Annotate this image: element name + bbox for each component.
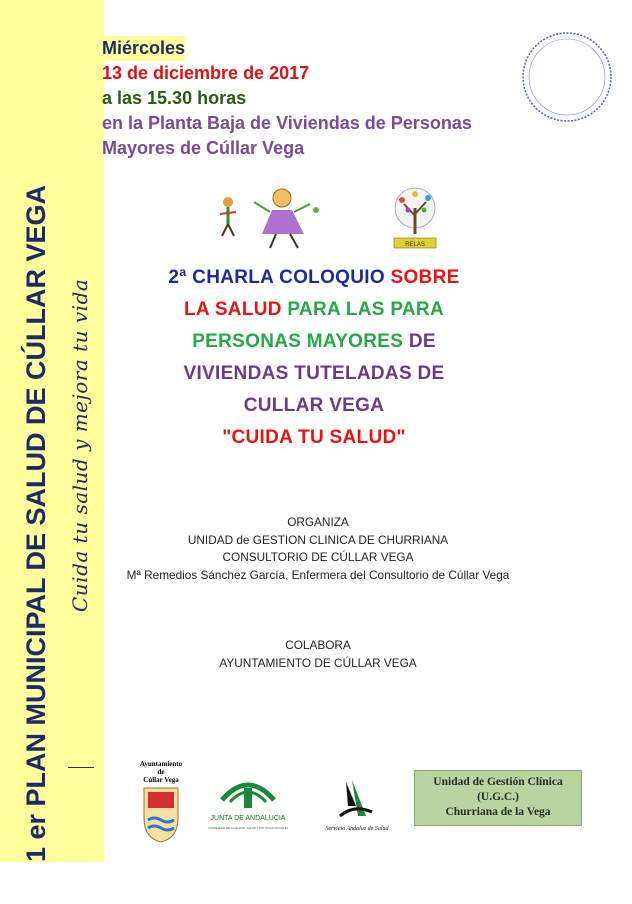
headline-1a: 2ª CHARLA COLOQUIO — [168, 267, 391, 288]
divider-line — [68, 767, 94, 768]
ugc-line1: Unidad de Gestión Clínica — [433, 776, 563, 788]
talk-headline — [108, 262, 520, 454]
tree-label: RELAS — [405, 242, 425, 248]
ayto-line3: Cúllar Vega — [143, 776, 179, 784]
junta-andalucia-logo — [208, 770, 288, 836]
ayto-line2: de — [157, 768, 165, 776]
headline-4: VIVIENDAS TUTELADAS DE — [183, 363, 445, 384]
event-details — [102, 36, 472, 161]
headline-6: "CUIDA TU SALUD" — [222, 427, 406, 448]
colabora-heading: COLABORA — [285, 638, 351, 652]
headline-5: CULLAR VEGA — [243, 395, 385, 416]
ugc-logo-box — [414, 770, 582, 826]
event-place-line2: Mayores de Cúllar Vega — [102, 138, 305, 158]
headline-3a: PERSONAS MAYORES — [192, 331, 409, 352]
sas-logo — [322, 776, 392, 836]
ugc-line3: Churriana de la Vega — [445, 806, 551, 818]
sas-emblem-icon — [322, 776, 392, 836]
relas-tree-logo — [388, 184, 442, 252]
colabora-line1: AYUNTAMIENTO DE CÚLLAR VEGA — [219, 655, 417, 670]
headline-2a: LA SALUD — [184, 299, 288, 320]
ayto-line1: Ayuntamiento — [139, 760, 183, 768]
sidebar-title: 1 er PLAN MUNICIPAL DE SALUD DE CÚLLAR VEGA — [21, 184, 51, 862]
circular-stamp-icon — [520, 30, 614, 124]
collaborator-block — [108, 637, 528, 672]
event-place-line1: en la Planta Baja de Viviendas de Personas — [102, 113, 472, 133]
sas-name: Servicio Andaluz de Salud — [325, 826, 389, 832]
sidebar-slogan: Cuida tu salud y mejora tu vida — [68, 278, 92, 612]
event-day: Miércoles — [102, 36, 185, 61]
tree-icon — [388, 184, 442, 252]
coat-of-arms-icon — [134, 784, 188, 844]
organiza-line1: UNIDAD de GESTION CLINICA DE CHURRIANA — [187, 532, 449, 547]
ugc-line2: (U.G.C.) — [477, 791, 519, 803]
organizer-block — [108, 514, 528, 584]
junta-emblem-icon — [208, 770, 288, 836]
junta-name: JUNTA DE ANDALUCIA — [210, 815, 286, 822]
headline-3b: DE — [408, 331, 436, 352]
organiza-line2: CONSULTORIO DE CÚLLAR VEGA — [222, 550, 414, 564]
organiza-heading: ORGANIZA — [287, 515, 349, 529]
junta-consejeria: CONSEJERÍA DE IGUALDAD, SALUD Y POLÍTICAS SOCIALES — [208, 826, 288, 830]
headline-2b: PARA LAS PARA — [287, 299, 444, 320]
event-date: 13 de diciembre de 2017 — [102, 63, 310, 83]
children-drawing-icon — [212, 184, 324, 250]
headline-1b: SOBRE — [390, 267, 460, 288]
event-time: a las 15.30 horas — [102, 88, 247, 108]
ayuntamiento-logo — [134, 760, 188, 846]
organiza-line3: Mª Remedios Sánchez García, Enfermera del Consultorio de Cúllar Vega — [126, 567, 510, 582]
